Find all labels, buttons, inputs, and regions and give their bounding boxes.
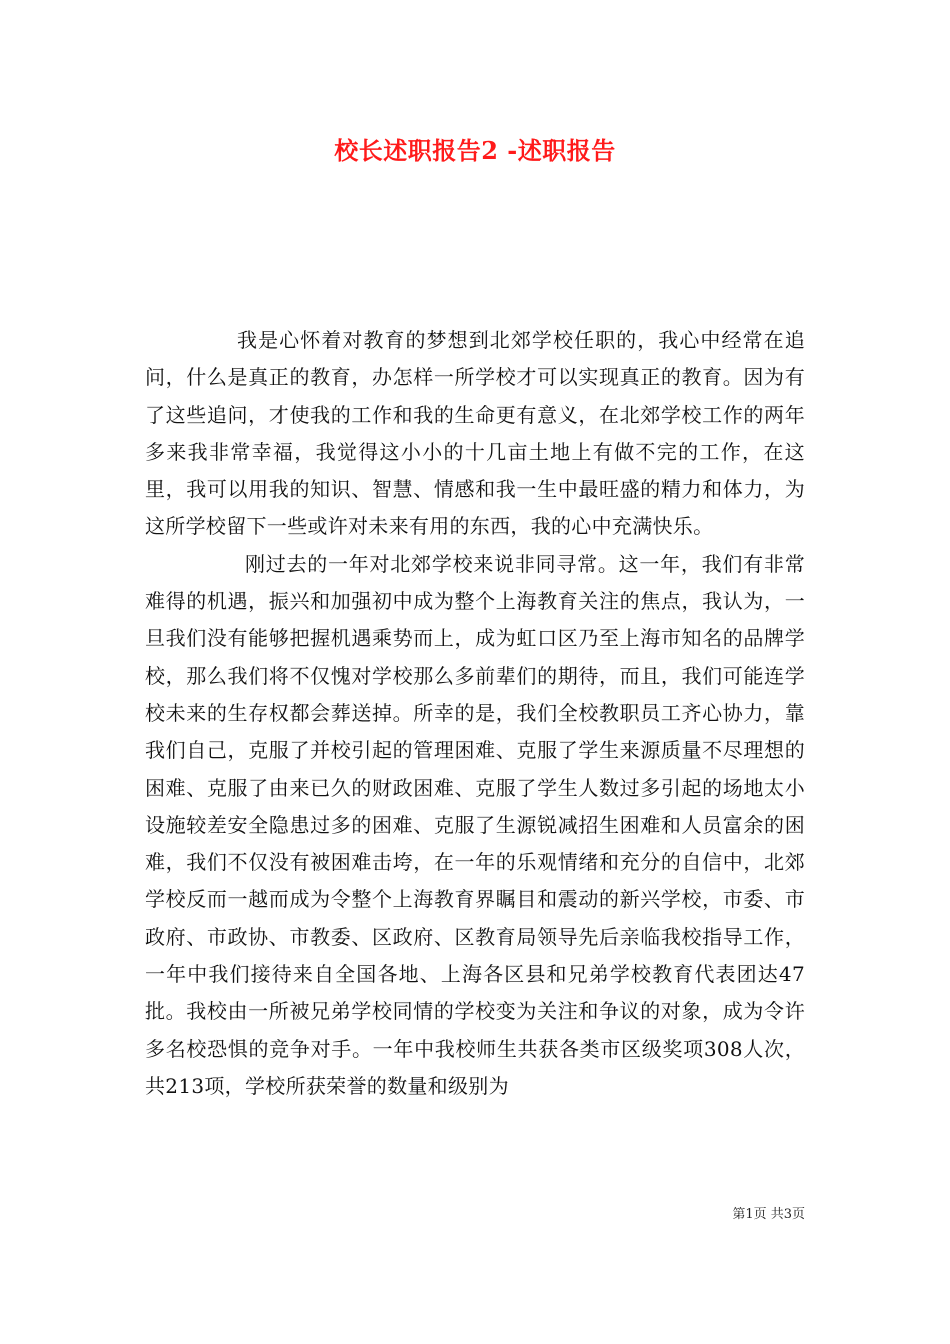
paragraph-2: 刚过去的一年对北郊学校来说非同寻常。这一年，我们有非常难得的机遇，振兴和加强初中成为整个上海教育关注的焦点，我认为，一旦我们没有能够把握机遇乘势而上，成为虹口区乃至上海市知名的品牌学校，那么我们将不仅愧对学校那么多前辈们的期待，而且，我们可能连学校未来的生存权都会葬送掉。所幸的是，我们全校教职员工齐心协力，靠我们自己，克服了并校引起的管理困难、克服了学生来源质量不尽理想的困难、克服了由来已久的财政困难、克服了学生人数过多引起的场地太小设施较差安全隐患过多的困难、克服了生源锐减招生困难和人员富余的困难，我们不仅没有被困难击垮，在一年的乐观情绪和充分的自信中，北郊学校反而一越而成为令整个上海教育界瞩目和震动的新兴学校，市委、市政府、市政协、市教委、区政府、区教育局领导先后亲临我校指导工作，一年中我们接待来自全国各地、上海各区县和兄弟学校教育代表团达47批。我校由一所被兄弟学校同情的学校变为关注和争议的对象，成为令许多名校恐惧的竞争对手。一年中我校师生共获各类市区级奖项308人次，共213项，学校所获荣誉的数量和级别为	[145, 551, 805, 1098]
document-title: 校长述职报告2 -述职报告	[334, 136, 616, 165]
paragraph-1: 我是心怀着对教育的梦想到北郊学校任职的，我心中经常在追问，什么是真正的教育，办怎样一所学校才可以实现真正的教育。因为有了这些追问，才使我的工作和我的生命更有意义，在北郊学校工作的两年多来我非常幸福，我觉得这小小的十几亩土地上有做不完的工作，在这里，我可以用我的知识、智慧、情感和我一生中最旺盛的精力和体力，为这所学校留下一些或许对未来有用的东西，我的心中充满快乐。	[145, 328, 805, 539]
document-body	[145, 322, 805, 1105]
page-number-footer: 第1页 共3页	[732, 1207, 805, 1222]
